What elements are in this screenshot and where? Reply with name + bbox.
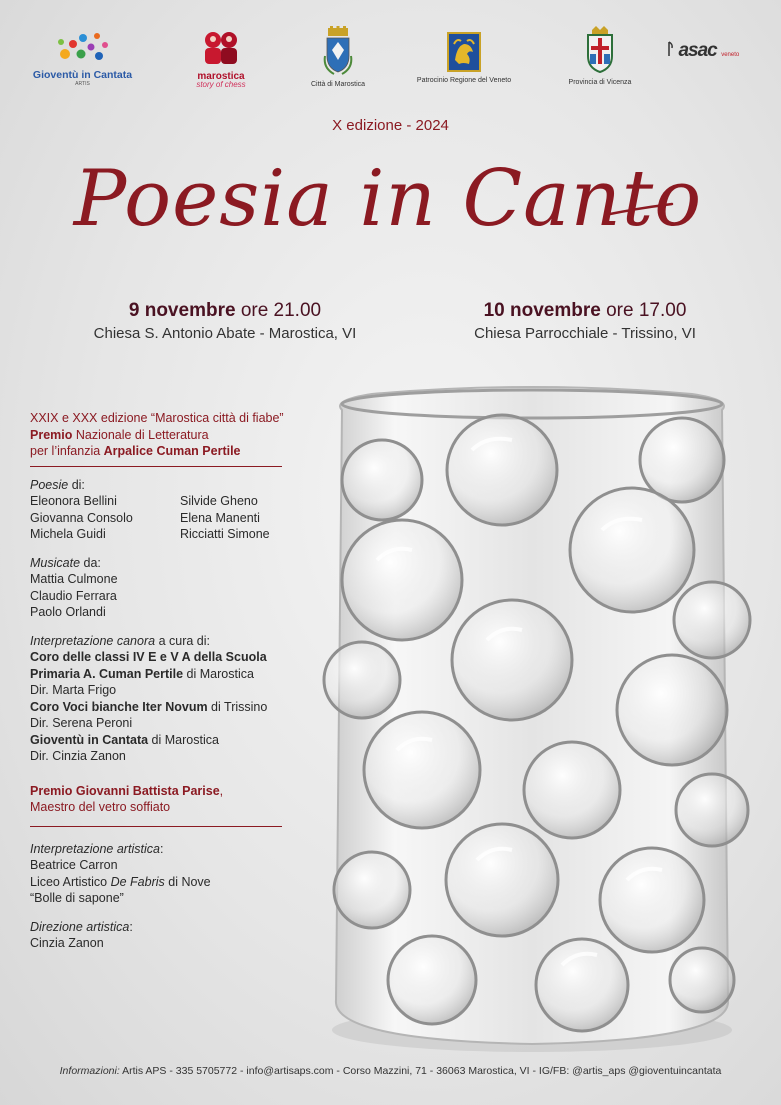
- direzione-label: Direzione artistica: [30, 919, 130, 934]
- poesie-section: [30, 477, 330, 543]
- poster-title: [0, 122, 781, 262]
- asac-logo-icon: [664, 40, 674, 58]
- province-crest-icon: [584, 26, 616, 74]
- coro-1-director: Dir. Marta Frigo: [30, 683, 117, 697]
- coro-2-director: Dir. Serena Peroni: [30, 716, 133, 730]
- event-2-date: 10 novembre: [483, 300, 601, 321]
- direzione-colon: :: [129, 919, 133, 934]
- artistica-colon: :: [159, 841, 164, 856]
- liceo-name: De Fabris: [110, 874, 165, 889]
- logo-row: [0, 26, 781, 96]
- lion-crest-icon: [447, 32, 481, 72]
- city-crest-icon: [322, 26, 354, 76]
- artistica-name: Beatrice Carron: [30, 858, 118, 872]
- premio-line-1: XXIX e XXX edizione “Marostica città di fiabe”: [30, 411, 284, 425]
- direzione-name: Cinzia Zanon: [30, 936, 104, 950]
- colored-dots-icon: [53, 30, 113, 64]
- direzione-section: [30, 919, 330, 952]
- coro-2-name: Coro Voci bianche Iter Novum: [30, 699, 208, 714]
- interpretazione-label: Interpretazione canora: [30, 633, 156, 648]
- artwork-title: “Bolle di sapone”: [30, 891, 124, 905]
- event-1-date: 9 novembre: [128, 300, 236, 321]
- footer-label: Informazioni:: [59, 1065, 120, 1077]
- poesie-label-rest: di:: [68, 477, 85, 492]
- content-column: [30, 410, 330, 964]
- citta-logo: [303, 26, 373, 88]
- marostica-name: marostica: [197, 71, 245, 82]
- asac-name: asac: [678, 40, 717, 61]
- footer-info: [0, 1065, 781, 1077]
- divider-2: [30, 826, 282, 827]
- glass-vase-image: [312, 380, 752, 1060]
- musicate-section: [30, 555, 330, 621]
- coro-1-place: di Marostica: [183, 666, 254, 681]
- asac-sub: veneto: [721, 52, 740, 58]
- poet-name: Ricciatti Simone: [180, 527, 270, 541]
- liceo-start: Liceo Artistico: [30, 874, 111, 889]
- coro-3-name: Gioventù in Cantata: [30, 732, 149, 747]
- liceo-end: di Nove: [164, 874, 211, 889]
- event-1: [60, 300, 390, 342]
- artistica-section: [30, 841, 330, 907]
- parise-award: Premio Giovanni Battista Parise: [30, 783, 220, 798]
- coro-2-place: di Trissino: [207, 699, 268, 714]
- citta-caption: Città di Marostica: [310, 81, 366, 88]
- event-2: [420, 300, 750, 342]
- gioventu-logo: [30, 30, 135, 87]
- gioventu-sub: ARTIS: [75, 81, 90, 87]
- chess-couple-icon: [198, 28, 244, 66]
- composer-name: Claudio Ferrara: [30, 588, 117, 603]
- coro-3-place: di Marostica: [148, 732, 219, 747]
- event-1-place: Chiesa S. Antonio Abate - Marostica, VI: [93, 325, 357, 342]
- marostica-logo: [186, 28, 256, 89]
- coro-3-director: Dir. Cinzia Zanon: [30, 749, 126, 763]
- footer-text: Artis APS - 335 5705772 - info@artisaps.com - Corso Mazzini, 71 - 36063 Marostica, VI - IG/FB: @artis_aps @gioventuincantata: [119, 1065, 722, 1077]
- premio-line-3-start: per l’infanzia: [30, 444, 104, 458]
- poet-name: Eleonora Bellini: [30, 494, 117, 508]
- premio-author: Arpalice Cuman Pertile: [103, 444, 241, 458]
- asac-logo: [664, 40, 748, 62]
- poet-name: Michela Guidi: [30, 527, 106, 541]
- composer-name: Mattia Culmone: [30, 572, 118, 586]
- parise-title: Maestro del vetro soffiato: [30, 800, 171, 814]
- parise-section: [30, 783, 330, 816]
- event-2-place: Chiesa Parrocchiale - Trissino, VI: [474, 325, 696, 342]
- regione-logo: [414, 32, 514, 84]
- poet-name: Elena Manenti: [180, 510, 260, 525]
- composer-name: Paolo Orlandi: [30, 605, 106, 619]
- divider-1: [30, 466, 282, 467]
- premio-section: [30, 410, 330, 460]
- artistica-label: Interpretazione artistica: [30, 841, 160, 856]
- provincia-logo: [560, 26, 640, 86]
- marostica-sub: story of chess: [196, 80, 246, 89]
- edition-label: X edizione - 2024: [332, 117, 449, 134]
- event-1-time: ore 21.00: [240, 300, 322, 321]
- parise-comma: ,: [219, 783, 224, 798]
- interpretazione-section: [30, 633, 330, 765]
- event-2-time: ore 17.00: [606, 300, 687, 321]
- coro-1-line-1: Coro delle classi IV E e V A della Scuola: [30, 650, 267, 664]
- interpretazione-label-rest: a cura di:: [155, 633, 210, 648]
- gioventu-name: Gioventù in Cantata: [32, 69, 133, 81]
- poet-name: Giovanna Consolo: [30, 510, 133, 525]
- title-text: Poesia in Canto: [73, 154, 703, 244]
- regione-caption: Patrocinio Regione del Veneto: [416, 77, 512, 84]
- poet-name: Silvide Gheno: [180, 494, 258, 508]
- premio-bold: Premio: [30, 427, 73, 442]
- musicate-label: Musicate: [30, 555, 81, 570]
- provincia-caption: Provincia di Vicenza: [568, 79, 632, 86]
- coro-1-school: Primaria A. Cuman Pertile: [30, 666, 184, 681]
- poesie-label: Poesie: [30, 477, 69, 492]
- musicate-label-rest: da:: [80, 555, 101, 570]
- premio-rest: Nazionale di Letteratura: [72, 427, 209, 442]
